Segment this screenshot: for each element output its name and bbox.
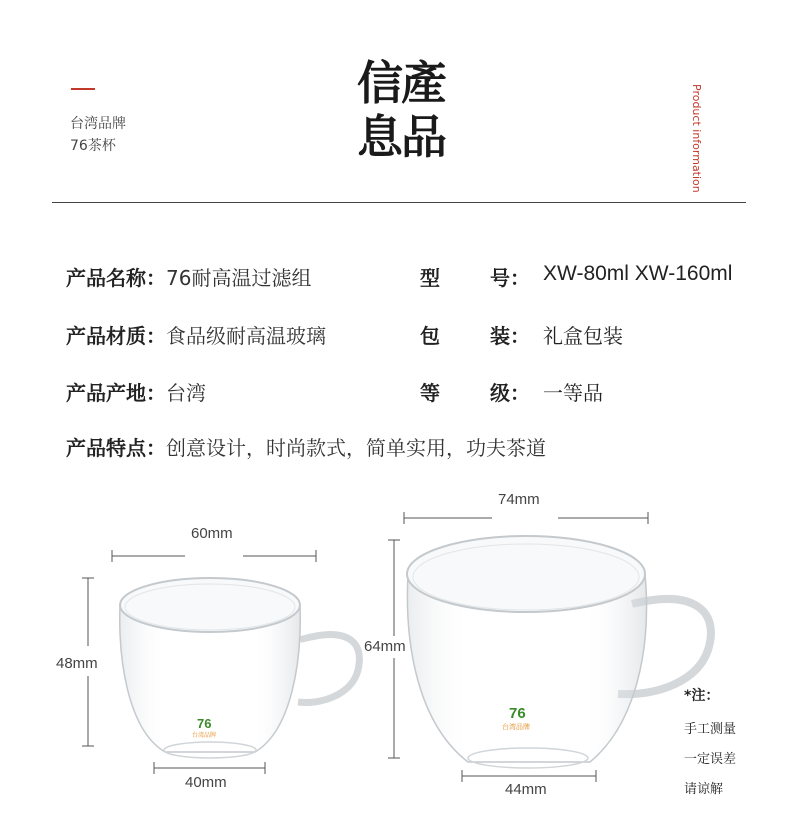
side-en-1: Product	[690, 84, 703, 126]
small-cup-base-width: 40mm	[185, 774, 227, 791]
spec-grade-b	[490, 377, 530, 406]
spec-model	[420, 262, 440, 291]
spec-model-label-b: 号：	[490, 266, 530, 290]
spec-name-label: 产品名称：	[66, 266, 166, 290]
large-cup-logo: 76	[509, 705, 526, 722]
small-cup-logo: 76	[197, 716, 212, 731]
spec-pack-b	[490, 320, 530, 349]
spec-feature-value: 创意设计，时尚款式，简单实用，功夫茶道	[166, 436, 546, 460]
accent-dash	[71, 88, 95, 90]
spec-pack-label-a: 包	[420, 324, 440, 348]
spec-feature	[66, 432, 546, 461]
side-en-2: information	[690, 129, 703, 193]
large-cup-base-width: 44mm	[505, 781, 547, 798]
spec-material-value: 食品级耐高温玻璃	[166, 324, 326, 348]
spec-model-value: XW-80ml XW-160ml	[543, 262, 733, 285]
brand-line-2: 76茶杯	[70, 138, 116, 154]
spec-grade-a	[420, 377, 440, 406]
brand-block	[70, 113, 126, 157]
spec-pack-label-b: 装：	[490, 324, 530, 348]
note-line-3: 请谅解	[684, 782, 724, 797]
spec-name	[66, 262, 311, 291]
spec-origin-label: 产品产地：	[66, 381, 166, 405]
title-line-1: 信產	[357, 56, 445, 110]
side-english-label	[690, 84, 703, 193]
large-cup-logo-sub: 台湾品牌	[502, 723, 530, 731]
small-cup	[120, 578, 360, 758]
page-title	[346, 56, 456, 164]
small-cup-logo-sub: 台湾品牌	[192, 732, 217, 739]
large-cup-height: 64mm	[364, 638, 406, 655]
spec-material-label: 产品材质：	[66, 324, 166, 348]
spec-origin	[66, 377, 206, 406]
spec-grade-label-a: 等	[420, 381, 440, 405]
brand-line-1: 台湾品牌	[70, 116, 126, 132]
spec-name-value: 76耐高温过滤组	[166, 266, 312, 290]
spec-material	[66, 320, 326, 349]
spec-grade-value: 一等品	[543, 381, 603, 405]
spec-pack-value: 礼盒包装	[543, 324, 623, 348]
spec-grade-label-b: 级：	[490, 381, 530, 405]
large-cup	[407, 536, 711, 768]
spec-feature-label: 产品特点：	[66, 436, 166, 460]
header-divider	[52, 202, 746, 203]
title-line-2: 息品	[357, 110, 445, 164]
note-title: *注：	[684, 688, 720, 704]
note-line-2: 一定误差	[684, 752, 737, 767]
spec-model-b	[490, 262, 530, 291]
spec-origin-value: 台湾	[166, 381, 206, 405]
small-cup-top-width: 60mm	[191, 525, 233, 542]
large-cup-top-width: 74mm	[498, 491, 540, 508]
spec-model-label-a: 型	[420, 266, 440, 290]
note-line-1: 手工测量	[684, 722, 737, 737]
small-cup-height: 48mm	[56, 655, 98, 672]
spec-pack-a	[420, 320, 440, 349]
